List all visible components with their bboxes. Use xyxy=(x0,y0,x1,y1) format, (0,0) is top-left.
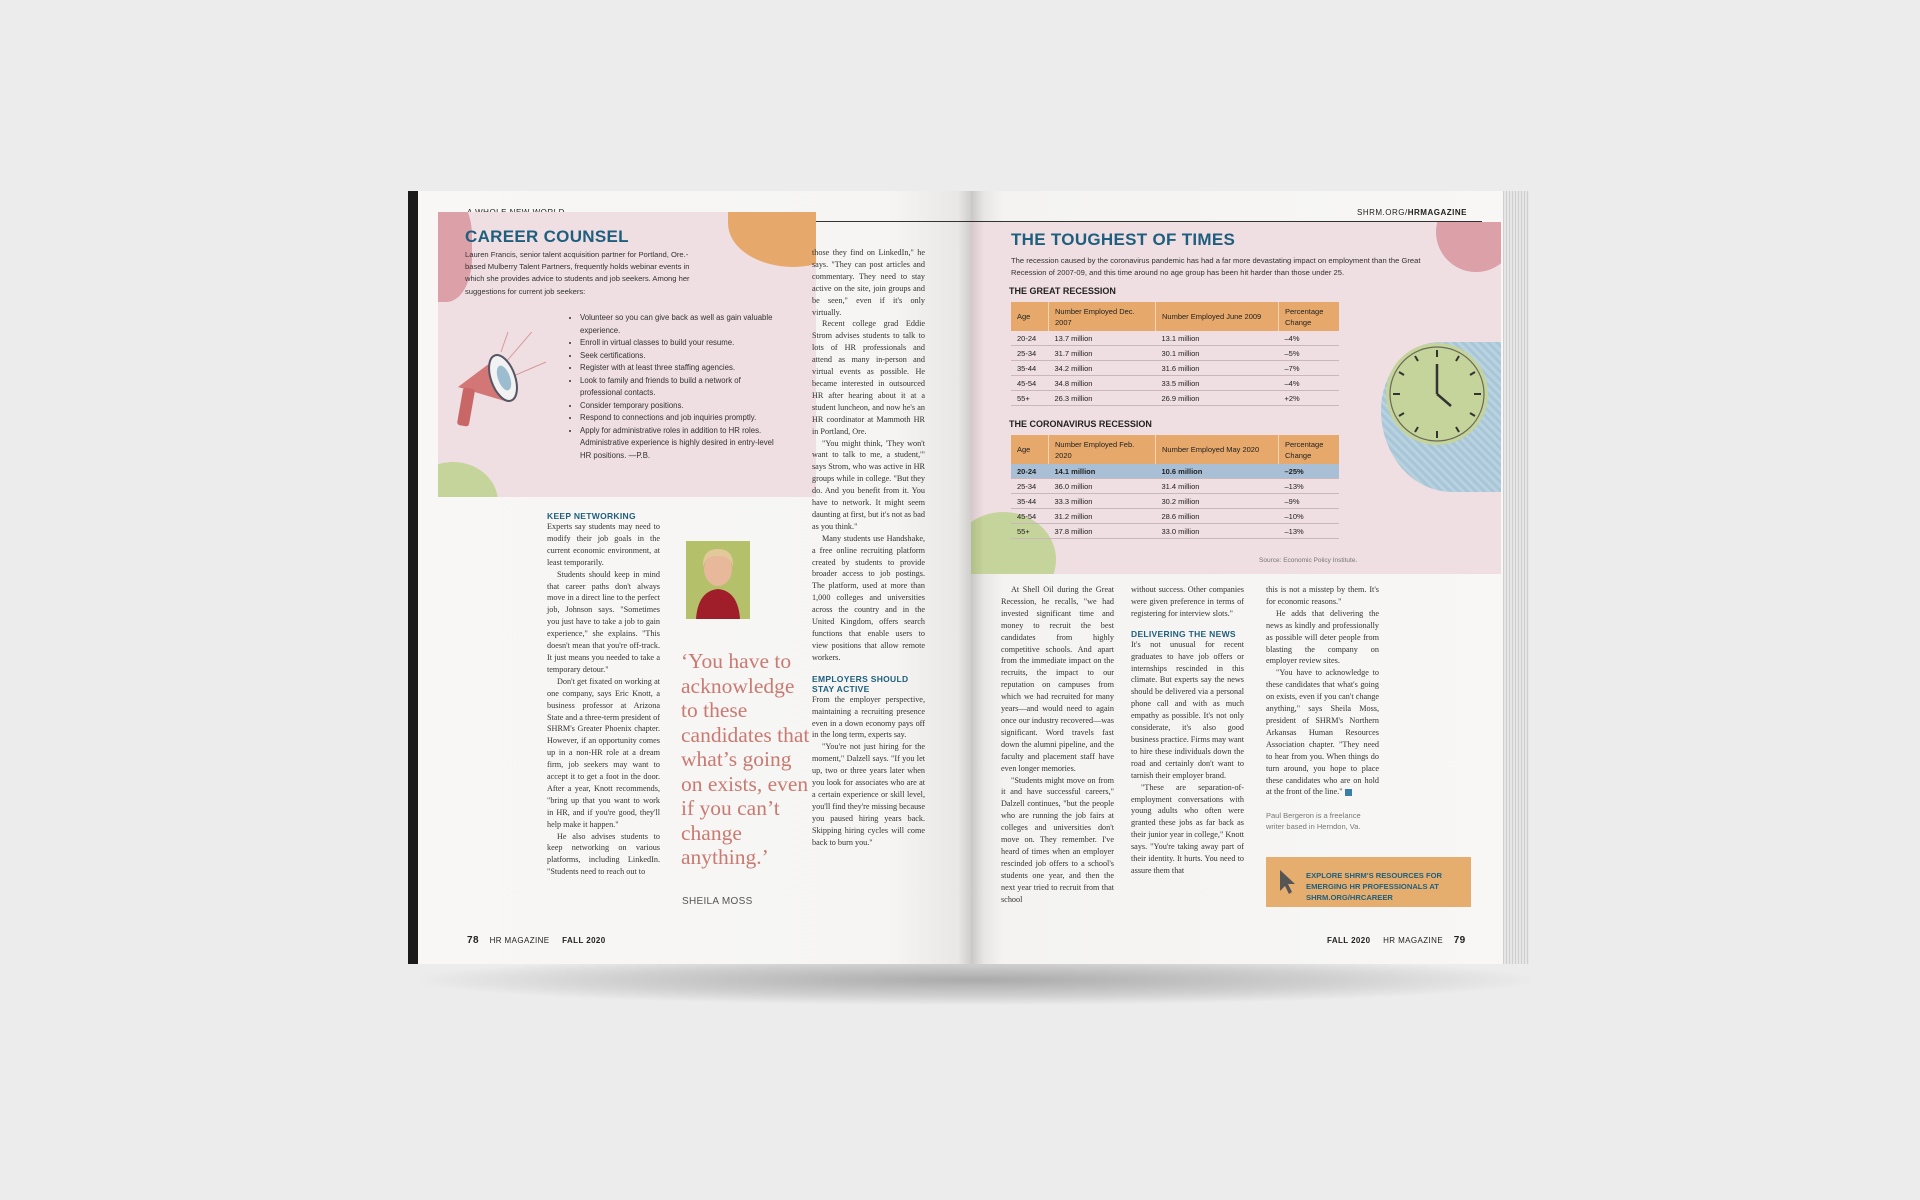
cover-edge xyxy=(408,191,418,964)
table-row xyxy=(1011,361,1339,376)
right-column-2 xyxy=(1131,584,1244,877)
table-row xyxy=(1011,391,1339,406)
right-column-1 xyxy=(1001,584,1114,905)
col-header: Number Employed Dec. 2007 xyxy=(1049,302,1156,331)
col-header: Percentage Change xyxy=(1279,302,1340,331)
issue-label: FALL 2020 xyxy=(1327,936,1371,945)
cursor-arrow-icon xyxy=(1278,869,1296,895)
megaphone-icon xyxy=(446,332,556,457)
body-paragraph: Experts say students may need to modify their job goals in the current economic environment, at least temporarily. xyxy=(547,522,660,567)
sidebar-title: CAREER COUNSEL xyxy=(465,227,629,246)
col-header: Percentage Change xyxy=(1279,435,1340,464)
source-note: Source: Economic Policy Institute. xyxy=(1259,557,1358,564)
body-paragraph: From the employer perspective, maintaining a recruiting presence even in a down economy pays off in the long term, experts say. xyxy=(812,694,925,740)
table-cell: 14.1 million xyxy=(1049,464,1156,479)
table-cell: 25-34 xyxy=(1011,479,1049,494)
table-cell: 36.0 million xyxy=(1049,479,1156,494)
spine-gutter xyxy=(958,191,984,964)
table-cell: –4% xyxy=(1279,376,1340,391)
table-cell: 33.3 million xyxy=(1049,494,1156,509)
table-cell: 28.6 million xyxy=(1156,509,1279,524)
body-paragraph: It's not unusual for recent graduates to have job offers or internships rescinded in this climate. But experts say the news should be delivered via a personal phone call and with as much empathy as possible. It's not only considerate, it's also good business practice. Firms may want to hire these individuals down the road and certainly don't want to tarnish their employer brand. xyxy=(1131,639,1245,780)
portrait-photo xyxy=(686,541,750,619)
running-head: SHRM.ORG/HRMAGAZINE xyxy=(1357,208,1467,217)
tip-item: • Seek certifications. xyxy=(580,350,776,363)
table-cell: 45-54 xyxy=(1011,509,1049,524)
sidebar-intro: Lauren Francis, senior talent acquisition partner for Portland, Ore.-based Mulberry Talent Partners, frequently holds webinar events in which she provides advice to students and job seekers. Among her suggestions for current job seekers: xyxy=(465,250,690,296)
col-header: Number Employed Feb. 2020 xyxy=(1049,435,1156,464)
body-paragraph: Students should keep in mind that career paths don't always move in a direct line to the perfect job, Johnson says. "Sometimes you just have to take a job to gain experience," she explains. "This doesn't mean that you're off-track. It just means you needed to take a temporary detour." xyxy=(547,569,660,674)
body-paragraph: those they find on LinkedIn," he says. "They can post articles and commentary. They need to stay active on the site, join groups and be seen," even if it's only virtually. xyxy=(812,248,925,317)
page-number: 79 xyxy=(1453,935,1466,946)
body-paragraph: He adds that delivering the news as kindly and professionally as possible will deter people from blasting the company on employer review sites. xyxy=(1266,608,1379,666)
left-page xyxy=(418,191,971,964)
tip-item: • Volunteer so you can give back as well as gain valuable experience. xyxy=(580,312,776,337)
subhead-employers: EMPLOYERS SHOULD STAY ACTIVE xyxy=(812,673,909,694)
table-cell: –5% xyxy=(1279,346,1340,361)
end-mark-icon xyxy=(1345,789,1352,796)
table-row xyxy=(1011,494,1339,509)
table-cell: 20-24 xyxy=(1011,464,1049,479)
subhead-keep-networking: KEEP NETWORKING xyxy=(547,511,636,521)
right-footer xyxy=(1327,935,1466,946)
magazine-name: HR MAGAZINE xyxy=(489,936,550,945)
body-paragraph: He also advises students to keep networking on various platforms, including LinkedIn. "Students need to reach out to xyxy=(547,831,660,877)
page-number: 78 xyxy=(467,935,479,946)
body-paragraph: "You're not just hiring for the moment," Dalzell says. "If you let up, two or three years later when you look for associates who are at a certain experience or skill level, you'll find they're missing because you paused hiring years back. Skipping hiring cycles will come back to burn you." xyxy=(812,742,926,847)
coronavirus-recession-table xyxy=(1011,435,1339,539)
pull-quote-attribution: SHEILA MOSS xyxy=(682,896,753,907)
body-paragraph: Recent college grad Eddie Strom advises students to talk to lots of HR professionals and attend as many in-person and virtual events as possible. He became interested in outsourced HR after hearing about it at a student luncheon, and now he's an HR coordinator at Mammoth HR in Portland, Ore. xyxy=(812,319,925,436)
body-paragraph: "You have to acknowledge to these candidates that what's going on exists, even if you can't change anything," says Sheila Moss, president of SHRM's Northern Arkansas Human Resources Association chapter. "They need to hear from you. When things do turn around, you hope to place these candidates who are on hold at the front of the line." xyxy=(1266,668,1379,797)
subhead-delivering-news: DELIVERING THE NEWS xyxy=(1131,628,1236,639)
table2-heading: THE CORONAVIRUS RECESSION xyxy=(1009,419,1152,429)
table-row xyxy=(1011,376,1339,391)
col-header: Age xyxy=(1011,435,1049,464)
body-paragraph: "Students might move on from it and have successful careers," Dalzell continues, "but the people who are running the job fairs at colleges and universities don't move on. They remember. I've heard of times when an employer rescinded job offers to a school's students one year, and then the next year tried to recruit from that school xyxy=(1001,775,1114,904)
table-cell: 31.6 million xyxy=(1156,361,1279,376)
table-row xyxy=(1011,509,1339,524)
table-cell: 31.4 million xyxy=(1156,479,1279,494)
body-paragraph: "These are separation-of-employment conversations with young adults who often were granted these jobs as far back as their junior year in college," Knott says. "You're taking away part of their identity. It hurts. You need to assure them that xyxy=(1131,782,1244,875)
table-cell: 30.1 million xyxy=(1156,346,1279,361)
body-paragraph: At Shell Oil during the Great Recession, he recalls, "we had invested significant time and money to recruit the best candidates from highly competitive schools. And apart from the immediate impact on the recruits, the impact to our reputation on campuses from which we had recruited for many years—and would need to again once our industry recovered—was significant. Word travels fast down the alumni pipeline, and the faculty and placement staff have even longer memories. xyxy=(1001,585,1114,773)
table-row xyxy=(1011,524,1339,539)
tip-item: • Register with at least three staffing agencies. xyxy=(580,362,776,375)
cta-text[interactable]: EXPLORE SHRM'S RESOURCES FOR EMERGING HR PROFESSIONALS AT SHRM.ORG/HRCAREER xyxy=(1306,871,1442,902)
tip-item: • Look to family and friends to build a network of professional contacts. xyxy=(580,375,776,400)
table-cell: 33.0 million xyxy=(1156,524,1279,539)
author-bio: Paul Bergeron is a freelance writer based in Herndon, Va. xyxy=(1266,811,1361,832)
table-cell: 34.2 million xyxy=(1049,361,1156,376)
box-intro: The recession caused by the coronavirus pandemic has had a far more devastating impact on employment than the Great Recession of 2007-09, and this time around no age group has been hit harder than those under 25. xyxy=(1011,256,1421,277)
body-paragraph: Many students use Handshake, a free online recruiting platform created by students to provide broader access to job postings. The platform, used at more than 1,000 colleges and universities across the country and in the United Kingdom, offers search functions that enable users to view positions that allow remote workers. xyxy=(812,533,925,662)
table-row xyxy=(1011,464,1339,479)
table-cell: 37.8 million xyxy=(1049,524,1156,539)
tips-list xyxy=(566,312,776,462)
table-cell: 55+ xyxy=(1011,391,1049,406)
table-cell: –13% xyxy=(1279,479,1340,494)
col-header: Age xyxy=(1011,302,1049,331)
table-cell: +2% xyxy=(1279,391,1340,406)
box-title: THE TOUGHEST OF TIMES xyxy=(1011,230,1236,249)
tip-item: • Respond to connections and job inquiries promptly. xyxy=(580,412,776,425)
table-cell: –13% xyxy=(1279,524,1340,539)
table-cell: 26.9 million xyxy=(1156,391,1279,406)
table-cell: 30.2 million xyxy=(1156,494,1279,509)
table-cell: –9% xyxy=(1279,494,1340,509)
table-cell: –7% xyxy=(1279,361,1340,376)
left-column-1 xyxy=(547,511,660,878)
page-edges xyxy=(1503,191,1529,964)
issue-label: FALL 2020 xyxy=(562,936,606,945)
cta-banner[interactable] xyxy=(1266,857,1471,907)
right-column-3 xyxy=(1266,584,1379,832)
tip-item: • Consider temporary positions. xyxy=(580,400,776,413)
career-counsel-box xyxy=(438,212,816,497)
table-row xyxy=(1011,346,1339,361)
clock-icon xyxy=(1383,340,1491,453)
left-footer xyxy=(467,935,606,946)
table-row xyxy=(1011,479,1339,494)
left-column-3 xyxy=(812,247,925,849)
toughest-times-box xyxy=(971,222,1501,574)
magazine-name: HR MAGAZINE xyxy=(1383,936,1444,945)
great-recession-table xyxy=(1011,302,1339,406)
col-header: Number Employed May 2020 xyxy=(1156,435,1279,464)
table-cell: 10.6 million xyxy=(1156,464,1279,479)
body-paragraph: "You might think, 'They won't want to talk to me, a student,'" says Strom, who was active in HR groups while in college. "But they do. And you benefit from it. You have to network. It might seem daunting at first, but it's not as bad as you think." xyxy=(812,438,925,531)
table-cell: 45-54 xyxy=(1011,376,1049,391)
table-cell: 20-24 xyxy=(1011,331,1049,346)
body-paragraph: without success. Other companies were given preference in terms of registering for interview slots." xyxy=(1131,585,1244,618)
table-cell: 35-44 xyxy=(1011,361,1049,376)
table-row xyxy=(1011,331,1339,346)
table-cell: 13.7 million xyxy=(1049,331,1156,346)
table-cell: 13.1 million xyxy=(1156,331,1279,346)
tip-item: • Apply for administrative roles in addition to HR roles. Administrative experience is highly desired in entry-level HR positions. —P.B. xyxy=(580,425,776,463)
table-cell: 33.5 million xyxy=(1156,376,1279,391)
table-cell: –10% xyxy=(1279,509,1340,524)
table-cell: 25-34 xyxy=(1011,346,1049,361)
table-cell: –25% xyxy=(1279,464,1340,479)
table-cell: 26.3 million xyxy=(1049,391,1156,406)
table-cell: 31.2 million xyxy=(1049,509,1156,524)
table-cell: 31.7 million xyxy=(1049,346,1156,361)
table-cell: 34.8 million xyxy=(1049,376,1156,391)
table-cell: –4% xyxy=(1279,331,1340,346)
col-header: Number Employed June 2009 xyxy=(1156,302,1279,331)
table-cell: 55+ xyxy=(1011,524,1049,539)
pull-quote: ‘You have to acknowledge to these candidates that what’s going on exists, even if you can’t change anything.’ xyxy=(681,649,810,869)
body-paragraph: this is not a misstep by them. It's for economic reasons." xyxy=(1266,585,1379,606)
tip-item: • Enroll in virtual classes to build your resume. xyxy=(580,337,776,350)
right-page xyxy=(971,191,1503,964)
table1-heading: THE GREAT RECESSION xyxy=(1009,286,1116,296)
table-cell: 35-44 xyxy=(1011,494,1049,509)
body-paragraph: Don't get fixated on working at one company, says Eric Knott, a business professor at Arizona State and a three-term president of SHRM's Greater Phoenix chapter. However, if an opportunity comes up in a non-HR role at a dream firm, job seekers may want to accept it to get a foot in the door. After a year, Knott recommends, "bring up that you want to work in HR, and if you're good, they'll help make it happen." xyxy=(547,676,660,829)
